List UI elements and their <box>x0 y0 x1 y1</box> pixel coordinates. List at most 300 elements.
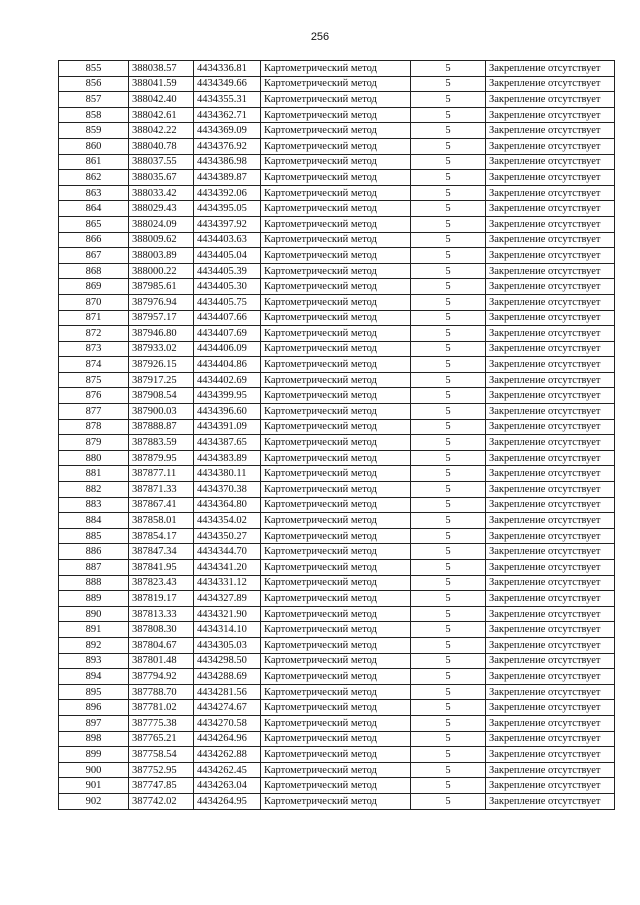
fixing-cell: Закрепление отсутствует <box>486 560 615 576</box>
point-number-cell: 884 <box>59 513 129 529</box>
method-cell: Картометрический метод <box>261 497 411 513</box>
fixing-cell: Закрепление отсутствует <box>486 700 615 716</box>
accuracy-cell: 5 <box>411 637 486 653</box>
point-number-cell: 897 <box>59 715 129 731</box>
method-cell: Картометрический метод <box>261 653 411 669</box>
accuracy-cell: 5 <box>411 216 486 232</box>
table-row <box>59 294 615 310</box>
point-number-cell: 901 <box>59 778 129 794</box>
table-row <box>59 310 615 326</box>
y-coordinate-cell: 4434369.09 <box>194 123 261 139</box>
accuracy-cell: 5 <box>411 404 486 420</box>
method-cell: Картометрический метод <box>261 466 411 482</box>
accuracy-cell: 5 <box>411 450 486 466</box>
y-coordinate-cell: 4434404.86 <box>194 357 261 373</box>
y-coordinate-cell: 4434298.50 <box>194 653 261 669</box>
point-number-cell: 868 <box>59 263 129 279</box>
x-coordinate-cell: 388041.59 <box>129 76 194 92</box>
method-cell: Картометрический метод <box>261 419 411 435</box>
x-coordinate-cell: 388035.67 <box>129 170 194 186</box>
point-number-cell: 900 <box>59 762 129 778</box>
method-cell: Картометрический метод <box>261 715 411 731</box>
point-number-cell: 895 <box>59 684 129 700</box>
y-coordinate-cell: 4434263.04 <box>194 778 261 794</box>
method-cell: Картометрический метод <box>261 404 411 420</box>
y-coordinate-cell: 4434402.69 <box>194 372 261 388</box>
table-row <box>59 700 615 716</box>
y-coordinate-cell: 4434407.69 <box>194 326 261 342</box>
method-cell: Картометрический метод <box>261 248 411 264</box>
y-coordinate-cell: 4434321.90 <box>194 606 261 622</box>
fixing-cell: Закрепление отсутствует <box>486 606 615 622</box>
x-coordinate-cell: 387933.02 <box>129 341 194 357</box>
method-cell: Картометрический метод <box>261 388 411 404</box>
method-cell: Картометрический метод <box>261 232 411 248</box>
accuracy-cell: 5 <box>411 700 486 716</box>
accuracy-cell: 5 <box>411 170 486 186</box>
y-coordinate-cell: 4434395.05 <box>194 201 261 217</box>
point-number-cell: 876 <box>59 388 129 404</box>
table-row <box>59 154 615 170</box>
accuracy-cell: 5 <box>411 388 486 404</box>
method-cell: Картометрический метод <box>261 341 411 357</box>
table-row <box>59 388 615 404</box>
point-number-cell: 883 <box>59 497 129 513</box>
y-coordinate-cell: 4434344.70 <box>194 544 261 560</box>
point-number-cell: 879 <box>59 435 129 451</box>
method-cell: Картометрический метод <box>261 778 411 794</box>
accuracy-cell: 5 <box>411 466 486 482</box>
y-coordinate-cell: 4434341.20 <box>194 560 261 576</box>
method-cell: Картометрический метод <box>261 762 411 778</box>
fixing-cell: Закрепление отсутствует <box>486 170 615 186</box>
point-number-cell: 862 <box>59 170 129 186</box>
point-number-cell: 877 <box>59 404 129 420</box>
y-coordinate-cell: 4434399.95 <box>194 388 261 404</box>
point-number-cell: 881 <box>59 466 129 482</box>
table-row <box>59 606 615 622</box>
fixing-cell: Закрепление отсутствует <box>486 310 615 326</box>
fixing-cell: Закрепление отсутствует <box>486 263 615 279</box>
method-cell: Картометрический метод <box>261 92 411 108</box>
accuracy-cell: 5 <box>411 793 486 809</box>
fixing-cell: Закрепление отсутствует <box>486 482 615 498</box>
table-row <box>59 715 615 731</box>
accuracy-cell: 5 <box>411 684 486 700</box>
table-row <box>59 466 615 482</box>
method-cell: Картометрический метод <box>261 528 411 544</box>
y-coordinate-cell: 4434405.04 <box>194 248 261 264</box>
accuracy-cell: 5 <box>411 528 486 544</box>
coordinates-table <box>58 60 615 810</box>
fixing-cell: Закрепление отсутствует <box>486 684 615 700</box>
point-number-cell: 857 <box>59 92 129 108</box>
y-coordinate-cell: 4434405.39 <box>194 263 261 279</box>
accuracy-cell: 5 <box>411 731 486 747</box>
method-cell: Картометрический метод <box>261 357 411 373</box>
point-number-cell: 878 <box>59 419 129 435</box>
accuracy-cell: 5 <box>411 575 486 591</box>
method-cell: Картометрический метод <box>261 76 411 92</box>
method-cell: Картометрический метод <box>261 326 411 342</box>
point-number-cell: 873 <box>59 341 129 357</box>
y-coordinate-cell: 4434362.71 <box>194 107 261 123</box>
method-cell: Картометрический метод <box>261 107 411 123</box>
fixing-cell: Закрепление отсутствует <box>486 388 615 404</box>
accuracy-cell: 5 <box>411 591 486 607</box>
table-row <box>59 544 615 560</box>
fixing-cell: Закрепление отсутствует <box>486 326 615 342</box>
point-number-cell: 867 <box>59 248 129 264</box>
method-cell: Картометрический метод <box>261 185 411 201</box>
fixing-cell: Закрепление отсутствует <box>486 575 615 591</box>
page-number: 256 <box>310 31 330 43</box>
method-cell: Картометрический метод <box>261 544 411 560</box>
table-row <box>59 185 615 201</box>
accuracy-cell: 5 <box>411 279 486 295</box>
fixing-cell: Закрепление отсутствует <box>486 279 615 295</box>
x-coordinate-cell: 387879.95 <box>129 450 194 466</box>
y-coordinate-cell: 4434407.66 <box>194 310 261 326</box>
method-cell: Картометрический метод <box>261 513 411 529</box>
table-row <box>59 482 615 498</box>
x-coordinate-cell: 387957.17 <box>129 310 194 326</box>
point-number-cell: 889 <box>59 591 129 607</box>
accuracy-cell: 5 <box>411 513 486 529</box>
accuracy-cell: 5 <box>411 497 486 513</box>
y-coordinate-cell: 4434376.92 <box>194 138 261 154</box>
point-number-cell: 874 <box>59 357 129 373</box>
accuracy-cell: 5 <box>411 715 486 731</box>
table-row <box>59 341 615 357</box>
accuracy-cell: 5 <box>411 341 486 357</box>
fixing-cell: Закрепление отсутствует <box>486 248 615 264</box>
y-coordinate-cell: 4434355.31 <box>194 92 261 108</box>
fixing-cell: Закрепление отсутствует <box>486 622 615 638</box>
point-number-cell: 858 <box>59 107 129 123</box>
x-coordinate-cell: 387926.15 <box>129 357 194 373</box>
x-coordinate-cell: 387847.34 <box>129 544 194 560</box>
accuracy-cell: 5 <box>411 248 486 264</box>
table-row <box>59 528 615 544</box>
point-number-cell: 864 <box>59 201 129 217</box>
point-number-cell: 861 <box>59 154 129 170</box>
table-row <box>59 669 615 685</box>
x-coordinate-cell: 387808.30 <box>129 622 194 638</box>
fixing-cell: Закрепление отсутствует <box>486 466 615 482</box>
x-coordinate-cell: 388000.22 <box>129 263 194 279</box>
method-cell: Картометрический метод <box>261 747 411 763</box>
x-coordinate-cell: 387765.21 <box>129 731 194 747</box>
point-number-cell: 898 <box>59 731 129 747</box>
point-number-cell: 865 <box>59 216 129 232</box>
table-row <box>59 326 615 342</box>
point-number-cell: 871 <box>59 310 129 326</box>
fixing-cell: Закрепление отсутствует <box>486 778 615 794</box>
point-number-cell: 863 <box>59 185 129 201</box>
y-coordinate-cell: 4434331.12 <box>194 575 261 591</box>
y-coordinate-cell: 4434396.60 <box>194 404 261 420</box>
point-number-cell: 887 <box>59 560 129 576</box>
fixing-cell: Закрепление отсутствует <box>486 653 615 669</box>
fixing-cell: Закрепление отсутствует <box>486 747 615 763</box>
method-cell: Картометрический метод <box>261 793 411 809</box>
point-number-cell: 855 <box>59 61 129 77</box>
table-row <box>59 92 615 108</box>
accuracy-cell: 5 <box>411 294 486 310</box>
table-row <box>59 232 615 248</box>
method-cell: Картометрический метод <box>261 263 411 279</box>
table-row <box>59 591 615 607</box>
table-row <box>59 138 615 154</box>
x-coordinate-cell: 388033.42 <box>129 185 194 201</box>
table-row <box>59 560 615 576</box>
x-coordinate-cell: 387883.59 <box>129 435 194 451</box>
table-row <box>59 61 615 77</box>
x-coordinate-cell: 387752.95 <box>129 762 194 778</box>
table-row <box>59 107 615 123</box>
fixing-cell: Закрепление отсутствует <box>486 92 615 108</box>
x-coordinate-cell: 387742.02 <box>129 793 194 809</box>
method-cell: Картометрический метод <box>261 731 411 747</box>
x-coordinate-cell: 387871.33 <box>129 482 194 498</box>
x-coordinate-cell: 387854.17 <box>129 528 194 544</box>
x-coordinate-cell: 388029.43 <box>129 201 194 217</box>
fixing-cell: Закрепление отсутствует <box>486 404 615 420</box>
x-coordinate-cell: 387819.17 <box>129 591 194 607</box>
point-number-cell: 859 <box>59 123 129 139</box>
y-coordinate-cell: 4434305.03 <box>194 637 261 653</box>
y-coordinate-cell: 4434383.89 <box>194 450 261 466</box>
point-number-cell: 882 <box>59 482 129 498</box>
y-coordinate-cell: 4434364.80 <box>194 497 261 513</box>
method-cell: Картометрический метод <box>261 450 411 466</box>
point-number-cell: 875 <box>59 372 129 388</box>
fixing-cell: Закрепление отсутствует <box>486 497 615 513</box>
y-coordinate-cell: 4434392.06 <box>194 185 261 201</box>
fixing-cell: Закрепление отсутствует <box>486 372 615 388</box>
method-cell: Картометрический метод <box>261 216 411 232</box>
accuracy-cell: 5 <box>411 310 486 326</box>
accuracy-cell: 5 <box>411 560 486 576</box>
method-cell: Картометрический метод <box>261 575 411 591</box>
x-coordinate-cell: 388042.22 <box>129 123 194 139</box>
fixing-cell: Закрепление отсутствует <box>486 154 615 170</box>
x-coordinate-cell: 387908.54 <box>129 388 194 404</box>
y-coordinate-cell: 4434350.27 <box>194 528 261 544</box>
x-coordinate-cell: 388040.78 <box>129 138 194 154</box>
accuracy-cell: 5 <box>411 372 486 388</box>
method-cell: Картометрический метод <box>261 482 411 498</box>
accuracy-cell: 5 <box>411 482 486 498</box>
table-row <box>59 201 615 217</box>
point-number-cell: 880 <box>59 450 129 466</box>
accuracy-cell: 5 <box>411 622 486 638</box>
x-coordinate-cell: 387888.87 <box>129 419 194 435</box>
accuracy-cell: 5 <box>411 263 486 279</box>
method-cell: Картометрический метод <box>261 669 411 685</box>
point-number-cell: 894 <box>59 669 129 685</box>
point-number-cell: 896 <box>59 700 129 716</box>
y-coordinate-cell: 4434386.98 <box>194 154 261 170</box>
accuracy-cell: 5 <box>411 185 486 201</box>
x-coordinate-cell: 387858.01 <box>129 513 194 529</box>
fixing-cell: Закрепление отсутствует <box>486 341 615 357</box>
accuracy-cell: 5 <box>411 544 486 560</box>
x-coordinate-cell: 387900.03 <box>129 404 194 420</box>
table-row <box>59 622 615 638</box>
y-coordinate-cell: 4434380.11 <box>194 466 261 482</box>
accuracy-cell: 5 <box>411 61 486 77</box>
method-cell: Картометрический метод <box>261 279 411 295</box>
table-row <box>59 170 615 186</box>
x-coordinate-cell: 387794.92 <box>129 669 194 685</box>
table-row <box>59 497 615 513</box>
fixing-cell: Закрепление отсутствует <box>486 544 615 560</box>
table-row <box>59 279 615 295</box>
point-number-cell: 892 <box>59 637 129 653</box>
table-row <box>59 76 615 92</box>
fixing-cell: Закрепление отсутствует <box>486 435 615 451</box>
fixing-cell: Закрепление отсутствует <box>486 76 615 92</box>
accuracy-cell: 5 <box>411 669 486 685</box>
method-cell: Картометрический метод <box>261 61 411 77</box>
x-coordinate-cell: 387976.94 <box>129 294 194 310</box>
accuracy-cell: 5 <box>411 606 486 622</box>
method-cell: Картометрический метод <box>261 637 411 653</box>
y-coordinate-cell: 4434274.67 <box>194 700 261 716</box>
y-coordinate-cell: 4434264.95 <box>194 793 261 809</box>
point-number-cell: 891 <box>59 622 129 638</box>
table-row <box>59 404 615 420</box>
point-number-cell: 856 <box>59 76 129 92</box>
accuracy-cell: 5 <box>411 138 486 154</box>
fixing-cell: Закрепление отсутствует <box>486 793 615 809</box>
fixing-cell: Закрепление отсутствует <box>486 201 615 217</box>
table-row <box>59 216 615 232</box>
x-coordinate-cell: 387788.70 <box>129 684 194 700</box>
x-coordinate-cell: 387775.38 <box>129 715 194 731</box>
fixing-cell: Закрепление отсутствует <box>486 185 615 201</box>
fixing-cell: Закрепление отсутствует <box>486 715 615 731</box>
method-cell: Картометрический метод <box>261 560 411 576</box>
accuracy-cell: 5 <box>411 762 486 778</box>
accuracy-cell: 5 <box>411 201 486 217</box>
point-number-cell: 893 <box>59 653 129 669</box>
fixing-cell: Закрепление отсутствует <box>486 232 615 248</box>
table-row <box>59 419 615 435</box>
method-cell: Картометрический метод <box>261 154 411 170</box>
point-number-cell: 860 <box>59 138 129 154</box>
y-coordinate-cell: 4434406.09 <box>194 341 261 357</box>
x-coordinate-cell: 388037.55 <box>129 154 194 170</box>
point-number-cell: 888 <box>59 575 129 591</box>
x-coordinate-cell: 388038.57 <box>129 61 194 77</box>
x-coordinate-cell: 388003.89 <box>129 248 194 264</box>
x-coordinate-cell: 388042.61 <box>129 107 194 123</box>
table-row <box>59 123 615 139</box>
y-coordinate-cell: 4434270.58 <box>194 715 261 731</box>
fixing-cell: Закрепление отсутствует <box>486 450 615 466</box>
table-row <box>59 731 615 747</box>
y-coordinate-cell: 4434262.88 <box>194 747 261 763</box>
method-cell: Картометрический метод <box>261 201 411 217</box>
table-row <box>59 653 615 669</box>
fixing-cell: Закрепление отсутствует <box>486 731 615 747</box>
fixing-cell: Закрепление отсутствует <box>486 528 615 544</box>
fixing-cell: Закрепление отсутствует <box>486 513 615 529</box>
accuracy-cell: 5 <box>411 154 486 170</box>
table-row <box>59 450 615 466</box>
y-coordinate-cell: 4434389.87 <box>194 170 261 186</box>
method-cell: Картометрический метод <box>261 123 411 139</box>
accuracy-cell: 5 <box>411 107 486 123</box>
accuracy-cell: 5 <box>411 357 486 373</box>
method-cell: Картометрический метод <box>261 170 411 186</box>
x-coordinate-cell: 388024.09 <box>129 216 194 232</box>
x-coordinate-cell: 387917.25 <box>129 372 194 388</box>
point-number-cell: 899 <box>59 747 129 763</box>
x-coordinate-cell: 388042.40 <box>129 92 194 108</box>
point-number-cell: 890 <box>59 606 129 622</box>
fixing-cell: Закрепление отсутствует <box>486 61 615 77</box>
point-number-cell: 872 <box>59 326 129 342</box>
x-coordinate-cell: 387841.95 <box>129 560 194 576</box>
y-coordinate-cell: 4434327.89 <box>194 591 261 607</box>
x-coordinate-cell: 387758.54 <box>129 747 194 763</box>
x-coordinate-cell: 388009.62 <box>129 232 194 248</box>
method-cell: Картометрический метод <box>261 700 411 716</box>
y-coordinate-cell: 4434281.56 <box>194 684 261 700</box>
point-number-cell: 869 <box>59 279 129 295</box>
y-coordinate-cell: 4434397.92 <box>194 216 261 232</box>
y-coordinate-cell: 4434403.63 <box>194 232 261 248</box>
point-number-cell: 886 <box>59 544 129 560</box>
method-cell: Картометрический метод <box>261 684 411 700</box>
coordinates-table-body <box>59 61 615 810</box>
fixing-cell: Закрепление отсутствует <box>486 357 615 373</box>
fixing-cell: Закрепление отсутствует <box>486 216 615 232</box>
fixing-cell: Закрепление отсутствует <box>486 637 615 653</box>
y-coordinate-cell: 4434349.66 <box>194 76 261 92</box>
x-coordinate-cell: 387946.80 <box>129 326 194 342</box>
accuracy-cell: 5 <box>411 778 486 794</box>
accuracy-cell: 5 <box>411 76 486 92</box>
x-coordinate-cell: 387781.02 <box>129 700 194 716</box>
point-number-cell: 885 <box>59 528 129 544</box>
accuracy-cell: 5 <box>411 326 486 342</box>
y-coordinate-cell: 4434314.10 <box>194 622 261 638</box>
accuracy-cell: 5 <box>411 123 486 139</box>
y-coordinate-cell: 4434405.75 <box>194 294 261 310</box>
y-coordinate-cell: 4434387.65 <box>194 435 261 451</box>
fixing-cell: Закрепление отсутствует <box>486 419 615 435</box>
x-coordinate-cell: 387813.33 <box>129 606 194 622</box>
accuracy-cell: 5 <box>411 435 486 451</box>
fixing-cell: Закрепление отсутствует <box>486 123 615 139</box>
method-cell: Картометрический метод <box>261 138 411 154</box>
fixing-cell: Закрепление отсутствует <box>486 138 615 154</box>
point-number-cell: 870 <box>59 294 129 310</box>
x-coordinate-cell: 387823.43 <box>129 575 194 591</box>
method-cell: Картометрический метод <box>261 591 411 607</box>
point-number-cell: 902 <box>59 793 129 809</box>
method-cell: Картометрический метод <box>261 606 411 622</box>
table-row <box>59 778 615 794</box>
fixing-cell: Закрепление отсутствует <box>486 107 615 123</box>
table-row <box>59 248 615 264</box>
accuracy-cell: 5 <box>411 747 486 763</box>
